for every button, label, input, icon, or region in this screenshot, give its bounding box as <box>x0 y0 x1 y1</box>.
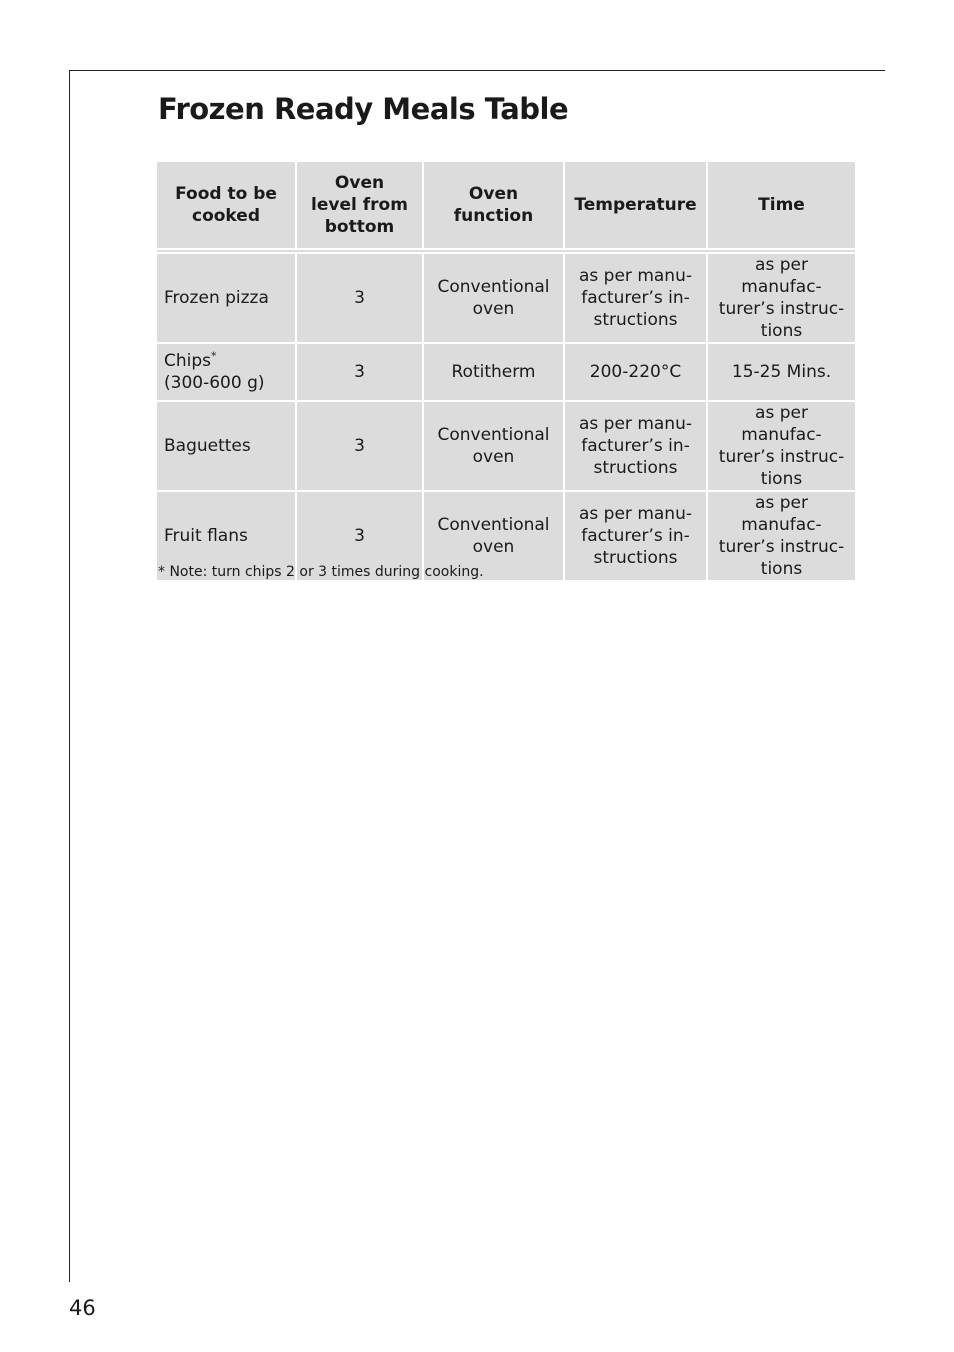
top-rule <box>69 70 885 71</box>
header-time: Time <box>708 162 855 248</box>
table-row <box>157 254 855 342</box>
cell-food: Baguettes <box>157 402 295 490</box>
header-oven-function: Oven function <box>424 162 563 248</box>
cell-time: 15-25 Mins. <box>708 344 855 400</box>
cell-function: Conventional oven <box>424 492 563 580</box>
page-title: Frozen Ready Meals Table <box>158 92 569 126</box>
cell-function: Conventional oven <box>424 402 563 490</box>
header-oven-level: Oven level from bottom <box>297 162 422 248</box>
cell-level: 3 <box>297 254 422 342</box>
footnote: * Note: turn chips 2 or 3 times during cooking. <box>158 564 484 580</box>
cell-food: Fruit flans <box>157 492 295 580</box>
footnote-marker: * <box>211 349 217 363</box>
header-temperature: Temperature <box>565 162 706 248</box>
cell-level: 3 <box>297 492 422 580</box>
cell-time: as per manufac- turer’s instruc- tions <box>708 254 855 342</box>
cell-temperature: as per manu- facturer’s in- structions <box>565 492 706 580</box>
cell-function: Rotitherm <box>424 344 563 400</box>
cell-food: Chips* (300-600 g) <box>157 344 295 400</box>
cell-temperature: as per manu- facturer’s in- structions <box>565 402 706 490</box>
cell-function: Conventional oven <box>424 254 563 342</box>
table-row <box>157 344 855 400</box>
page-number: 46 <box>69 1296 96 1320</box>
cell-level: 3 <box>297 402 422 490</box>
left-rule <box>69 70 70 1282</box>
cell-temperature: 200-220°C <box>565 344 706 400</box>
cell-temperature: as per manu- facturer’s in- structions <box>565 254 706 342</box>
cell-time: as per manufac- turer’s instruc- tions <box>708 402 855 490</box>
cell-level: 3 <box>297 344 422 400</box>
frozen-meals-table <box>155 160 857 582</box>
table-row <box>157 402 855 490</box>
header-food: Food to be cooked <box>157 162 295 248</box>
table-header-row <box>157 162 855 248</box>
cell-time: as per manufac- turer’s instruc- tions <box>708 492 855 580</box>
header-gap <box>157 250 855 252</box>
cell-food: Frozen pizza <box>157 254 295 342</box>
